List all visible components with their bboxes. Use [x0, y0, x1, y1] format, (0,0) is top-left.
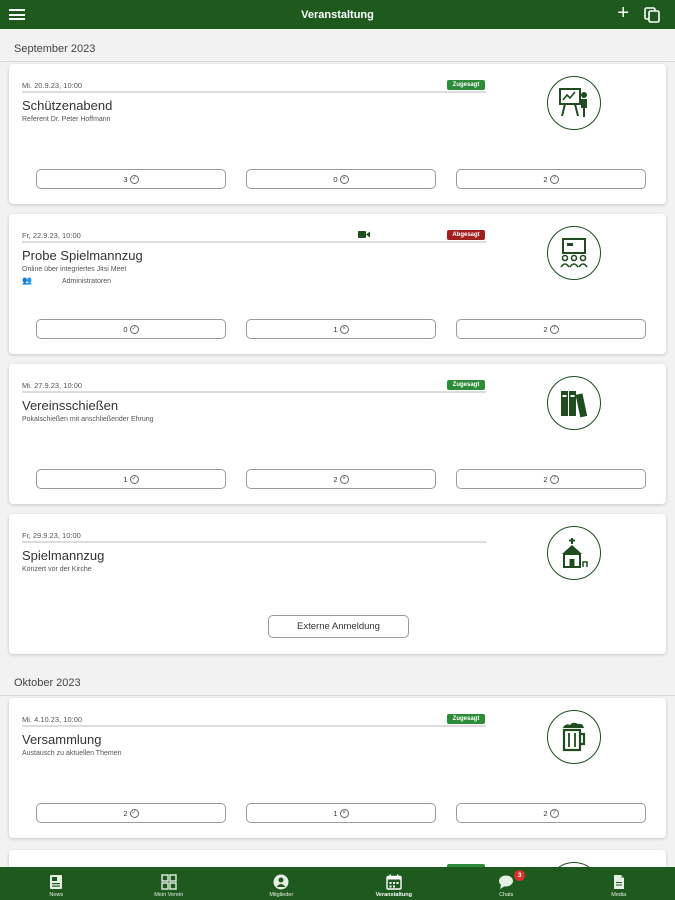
chat-icon — [498, 874, 514, 890]
event-date: Mi. 20.9.23, 10:00 — [22, 81, 83, 90]
nav-tab-mein-verein[interactable] — [113, 867, 226, 900]
rsvp-no-count: 1 — [333, 324, 338, 334]
nav-label: Media — [611, 892, 627, 898]
newspaper-icon — [48, 874, 64, 890]
x-circle-icon: × — [340, 175, 349, 184]
calendar-icon — [386, 874, 402, 890]
grid-icon — [161, 874, 177, 890]
video-camera-icon — [358, 231, 370, 238]
event-subtitle: Referent Dr. Peter Hoffmann — [22, 116, 111, 123]
rsvp-maybe-button[interactable] — [456, 319, 646, 339]
event-title: Schützenabend — [22, 98, 113, 113]
page-title: Veranstaltung — [301, 8, 374, 21]
person-icon — [273, 874, 289, 890]
event-card[interactable] — [9, 364, 666, 504]
status-badge: Zugesagt — [447, 714, 485, 724]
event-title: Spielmannzug — [22, 548, 105, 563]
event-title: Probe Spielmannzug — [22, 248, 143, 263]
x-circle-icon: × — [340, 809, 349, 818]
event-date: Mi. 4.10.23, 10:00 — [22, 715, 83, 724]
event-title: Vereinsschießen — [22, 398, 119, 413]
nav-label: Mitglieder — [269, 892, 294, 898]
month-header-september: September 2023 — [0, 38, 675, 62]
divider — [22, 541, 486, 543]
rsvp-maybe-count: 2 — [543, 808, 548, 818]
nav-label: Chats — [499, 892, 514, 898]
check-circle-icon: ✓ — [131, 325, 137, 332]
event-card[interactable] — [9, 214, 666, 354]
month-header-october: Oktober 2023 — [0, 672, 675, 696]
rsvp-no-button[interactable] — [246, 169, 436, 189]
hamburger-menu-icon[interactable] — [9, 9, 25, 20]
divider — [22, 725, 486, 727]
rsvp-yes-count: 2 — [123, 808, 128, 818]
nav-tab-veranstaltung[interactable] — [338, 867, 451, 900]
rsvp-no-count: 0 — [333, 174, 338, 184]
nav-label: Mein Verein — [154, 892, 184, 898]
check-circle-icon: ✓ — [131, 475, 137, 482]
church-icon — [547, 526, 601, 580]
rsvp-yes-count: 0 — [123, 324, 128, 334]
question-circle-icon: ? — [550, 475, 559, 484]
rsvp-yes-count: 1 — [123, 474, 128, 484]
rsvp-yes-button[interactable] — [36, 469, 226, 489]
nav-tab-media[interactable] — [563, 867, 675, 900]
divider — [22, 91, 486, 93]
event-date: Fr, 22.9.23, 10:00 — [22, 231, 81, 240]
event-title: Versammlung — [22, 732, 102, 747]
group-icon: 👥 — [22, 276, 32, 285]
meeting-icon — [547, 226, 601, 280]
nav-tab-news[interactable] — [0, 867, 113, 900]
rsvp-yes-button[interactable] — [36, 319, 226, 339]
beer-mug-icon — [547, 710, 601, 764]
event-date: Mi. 27.9.23, 10:00 — [22, 381, 83, 390]
nav-label: News — [49, 892, 64, 898]
rsvp-yes-count: 3 — [123, 174, 128, 184]
nav-tab-chats[interactable] — [450, 867, 563, 900]
bottom-navigation — [0, 867, 675, 900]
app-header — [0, 0, 675, 29]
group-label: Administratoren — [62, 278, 112, 285]
presentation-icon — [547, 76, 601, 130]
divider — [22, 391, 486, 393]
rsvp-maybe-count: 2 — [543, 324, 548, 334]
x-circle-icon: × — [340, 475, 349, 484]
nav-label: Veranstaltung — [375, 892, 412, 898]
x-circle-icon: × — [340, 325, 349, 334]
event-card[interactable] — [9, 64, 666, 204]
event-subtitle: Online über integriertes Jitsi Meet — [22, 266, 127, 273]
question-circle-icon: ? — [550, 325, 559, 334]
status-badge: Abgesagt — [447, 230, 485, 240]
rsvp-no-button[interactable] — [246, 803, 436, 823]
rsvp-yes-button[interactable] — [36, 169, 226, 189]
event-subtitle: Konzert vor der Kirche — [22, 566, 92, 573]
copy-icon[interactable] — [644, 7, 660, 23]
rsvp-maybe-count: 2 — [543, 474, 548, 484]
rsvp-maybe-button[interactable] — [456, 169, 646, 189]
rsvp-maybe-count: 2 — [543, 174, 548, 184]
rsvp-yes-button[interactable] — [36, 803, 226, 823]
document-icon — [611, 874, 627, 890]
rsvp-no-button[interactable] — [246, 319, 436, 339]
divider — [22, 241, 486, 243]
status-badge: Zugesagt — [447, 380, 485, 390]
event-card[interactable] — [9, 698, 666, 838]
event-date: Fr, 29.9.23, 10:00 — [22, 531, 81, 540]
books-icon — [547, 376, 601, 430]
event-subtitle: Pokalschießen mit anschließender Ehrung — [22, 416, 154, 423]
check-circle-icon: ✓ — [131, 809, 137, 816]
event-subtitle: Austausch zu aktuellen Themen — [22, 750, 122, 757]
question-circle-icon: ? — [550, 175, 559, 184]
rsvp-no-button[interactable] — [246, 469, 436, 489]
rsvp-no-count: 2 — [333, 474, 338, 484]
rsvp-no-count: 1 — [333, 808, 338, 818]
event-card[interactable] — [9, 514, 666, 654]
notification-badge: 3 — [514, 870, 525, 881]
check-circle-icon: ✓ — [131, 175, 137, 182]
plus-icon[interactable]: + — [617, 2, 629, 24]
external-registration-button[interactable]: Externe Anmeldung — [268, 615, 409, 638]
rsvp-maybe-button[interactable] — [456, 469, 646, 489]
status-badge: Zugesagt — [447, 80, 485, 90]
rsvp-maybe-button[interactable] — [456, 803, 646, 823]
nav-tab-mitglieder[interactable] — [225, 867, 338, 900]
event-group — [22, 276, 111, 285]
question-circle-icon: ? — [550, 809, 559, 818]
